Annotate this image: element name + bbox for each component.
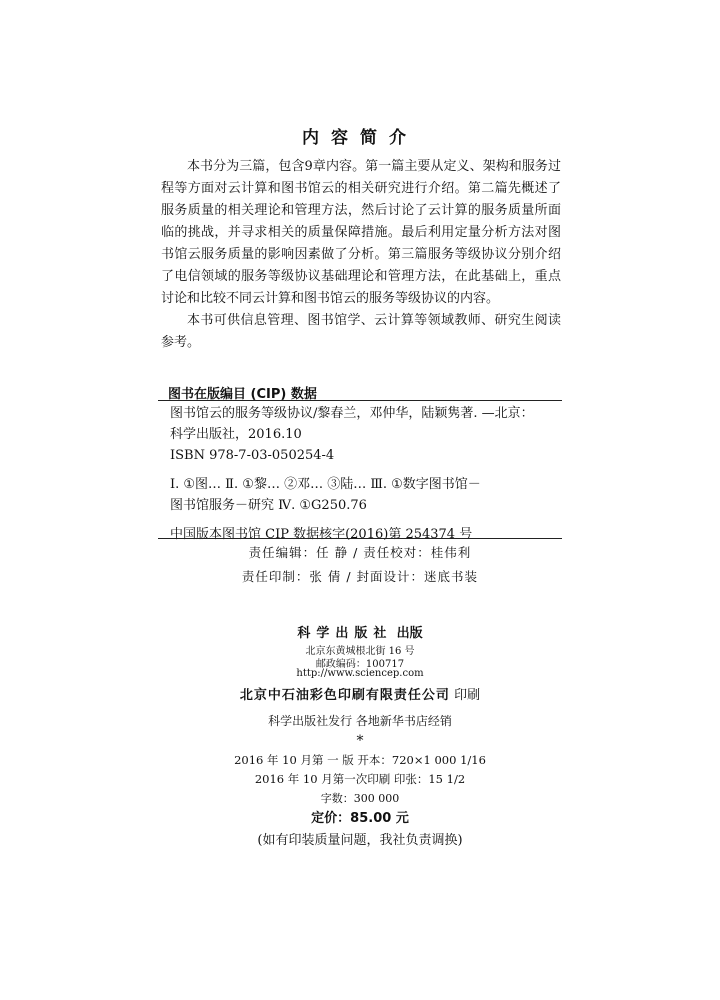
cip-publisher-line: 科学出版社，2016.10: [170, 427, 302, 442]
cip-classification-line: Ⅰ. ①图… Ⅱ. ①黎… ②邓… ③陆… Ⅲ. ①数字图书馆－: [170, 477, 481, 492]
printer-name: 北京中石油彩色印刷有限责任公司: [239, 688, 450, 703]
publisher-address: 北京东黄城根北街 16 号: [305, 646, 415, 657]
cip-bottom-rule: [158, 538, 562, 539]
publisher-name: 科学出版社: [297, 626, 393, 641]
price: 定价：85.00 元: [311, 811, 409, 826]
credits-editors: 责任编辑：任 静 / 责任校对：桂伟利: [248, 545, 472, 560]
quality-notice: (如有印装质量问题，我社负责调换): [257, 833, 463, 848]
cip-block: [170, 403, 562, 545]
summary-title: 内容简介: [302, 128, 418, 148]
asterisk-divider: *: [356, 733, 364, 749]
cip-record-number: 中国版本图书馆 CIP 数据核字(2016)第 254374 号: [170, 527, 473, 542]
summary-paragraph: 本书可供信息管理、图书馆学、云计算等领域教师、研究生阅读参考。: [161, 313, 561, 350]
distribution-line: 科学出版社发行 各地新华书店经销: [268, 714, 452, 728]
credits-production: 责任印制：张 倩 / 封面设计：迷底书装: [241, 569, 479, 584]
cip-isbn: ISBN 978-7-03-050254-4: [170, 448, 335, 463]
publisher-suffix: 出版: [396, 626, 423, 641]
cip-heading: 图书在版编目 (CIP) 数据: [168, 387, 317, 402]
summary-paragraph: 本书分为三篇，包含9章内容。第一篇主要从定义、架构和服务过程等方面对云计算和图书馆云的相关研究进行介绍。第二篇先概述了服务质量的相关理论和管理方法，然后讨论了云计算的服务质量所面临的挑战，并寻求相关的质量保障措施。最后利用定量分析方法对图书馆云服务质量的影响因素做了分析。第三篇服务等级协议分别介绍了电信领域的服务等级协议基础理论和管理方法，在此基础上，重点讨论和比较不同云计算和图书馆云的服务等级协议的内容。: [161, 159, 561, 306]
cip-title-line: 图书馆云的服务等级协议/黎春兰，邓仲华，陆颖隽著. —北京：: [170, 406, 534, 421]
publisher-postcode: 邮政编码：100717: [315, 659, 405, 670]
cip-classification-line: 图书馆服务－研究 Ⅳ. ①G250.76: [170, 498, 367, 513]
cip-top-rule: [158, 400, 562, 401]
edition-line: 2016 年 10 月第 一 版 开本：720×1 000 1/16: [234, 753, 486, 767]
printing-line: 2016 年 10 月第一次印刷 印张：15 1/2: [254, 772, 466, 786]
word-count: 字数：300 000: [320, 792, 400, 805]
publisher-website: http://www.sciencep.com: [296, 668, 424, 679]
summary-body: [161, 156, 561, 354]
printer-suffix: 印刷: [454, 688, 481, 703]
publisher-line: [0, 622, 720, 641]
printer-line: [0, 684, 720, 703]
